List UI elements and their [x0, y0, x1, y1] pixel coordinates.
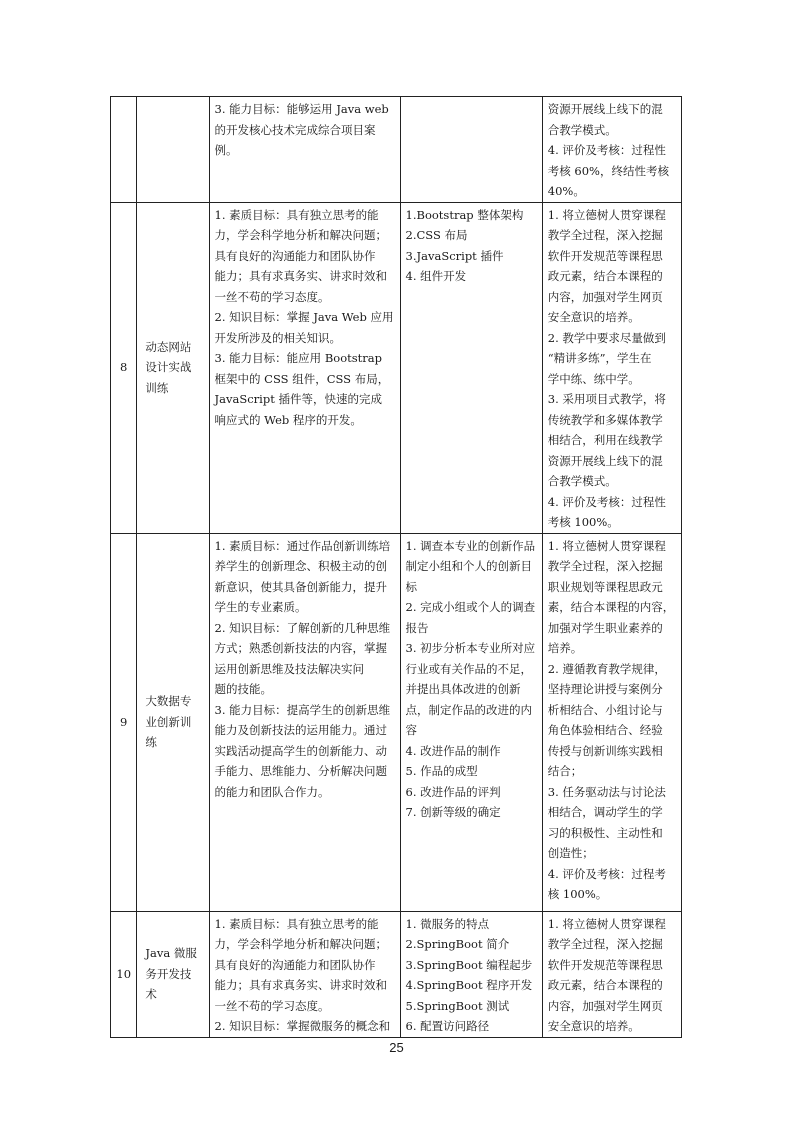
methods-cell	[542, 533, 681, 911]
method-line: 习的积极性、主动性和	[547, 825, 663, 840]
method-line: 结合；	[547, 764, 583, 778]
method-line: 合教学模式。	[547, 474, 617, 488]
method-line: 教学全过程，深入挖掘	[547, 228, 663, 242]
content-line: 容	[405, 723, 418, 737]
course-name-line: 术	[145, 987, 157, 1002]
goals-cell	[209, 202, 400, 533]
course-name-line: 大数据专	[145, 694, 192, 709]
content-line: 3.JavaScript 插件	[405, 248, 504, 263]
method-line: 析相结合、小组讨论与	[547, 702, 663, 717]
goal-line: JavaScript 插件等，快速的完成	[214, 392, 382, 406]
method-line: 资源开展线上线下的混	[547, 453, 663, 468]
content-line: 4.SpringBoot 程序开发	[405, 978, 533, 992]
course-name-cell	[137, 533, 209, 911]
row-number-cell: 10	[111, 911, 137, 1037]
contents-cell	[400, 533, 542, 911]
goal-line: 例。	[214, 143, 238, 157]
content-line: 6. 改进作品的评判	[405, 784, 501, 799]
goal-line: 框架中的 CSS 组件，CSS 布局，	[214, 371, 390, 386]
goal-line: 运用创新思维及技法解决实问	[214, 661, 365, 676]
course-name-line: 业创新训	[145, 714, 192, 729]
goal-line: 1. 素质目标：具有独立思考的能	[214, 916, 379, 931]
goal-line: 2. 知识目标：了解创新的几种思维	[214, 620, 391, 635]
method-line: 安全意识的培养。	[547, 310, 640, 324]
content-line: 6. 配置访问路径	[405, 1019, 490, 1033]
goal-line: 具有良好的沟通能力和团队协作	[214, 957, 376, 972]
table-row	[111, 202, 682, 533]
content-line: 报告	[405, 620, 429, 635]
contents-cell	[400, 202, 542, 533]
contents-cell	[400, 97, 542, 203]
method-line: 职业规划等课程思政元	[547, 579, 663, 594]
goal-line: 3. 能力目标：提高学生的创新思维	[214, 702, 391, 717]
method-line: “精讲多练”，学生在	[547, 351, 652, 365]
content-line: 制定小组和个人的创新目	[405, 559, 533, 573]
course-name-line: 动态网站	[145, 339, 192, 354]
content-line: 并提出具体改进的创新	[405, 682, 521, 696]
method-line: 软件开发规范等课程思	[547, 957, 663, 972]
content-line: 行业或有关作品的不足，	[405, 661, 533, 676]
course-name-cell	[137, 911, 209, 1037]
goal-line: 具有良好的沟通能力和团队协作	[214, 248, 376, 263]
method-line: 4. 评价及考核：过程考	[547, 866, 666, 881]
method-line: 相结合，调动学生的学	[547, 805, 663, 819]
method-line: 1. 将立德树人贯穿课程	[547, 207, 666, 222]
goal-line: 力，学会科学地分析和解决问题；	[214, 228, 388, 242]
method-line: 学中练、练中学。	[547, 371, 640, 386]
goal-line: 能力；具有求真务实、讲求时效和	[214, 978, 388, 992]
method-line: 安全意识的培养。	[547, 1019, 640, 1033]
method-line: 坚持理论讲授与案例分	[547, 682, 663, 696]
content-line: 5. 作品的成型	[405, 764, 478, 778]
methods-cell	[542, 911, 681, 1037]
method-line: 教学全过程，深入挖掘	[547, 559, 663, 573]
method-line: 软件开发规范等课程思	[547, 248, 663, 263]
goal-line: 响应式的 Web 程序的开发。	[214, 412, 362, 427]
table-row	[111, 533, 682, 911]
method-line: 角色体验相结合、经验	[547, 723, 663, 737]
goal-line: 1. 素质目标：通过作品创新训练培	[214, 538, 391, 553]
course-name-line: 练	[145, 735, 157, 750]
method-line: 素，结合本课程的内容，	[547, 600, 675, 614]
goal-line: 方式；熟悉创新技法的内容，掌握	[214, 641, 388, 655]
method-line: 内容，加强对学生网页	[547, 289, 663, 304]
course-name-line: 训练	[145, 380, 169, 395]
method-line: 内容，加强对学生网页	[547, 998, 663, 1013]
goal-line: 实践活动提高学生的创新能力、动	[214, 743, 388, 758]
method-line: 3. 采用项目式教学，将	[547, 392, 666, 406]
methods-cell	[542, 202, 681, 533]
goal-line: 一丝不苟的学习态度。	[214, 998, 330, 1013]
table-row	[111, 911, 682, 1037]
goal-line: 一丝不苟的学习态度。	[214, 289, 330, 304]
method-line: 相结合，利用在线教学	[547, 433, 663, 447]
curriculum-table	[110, 96, 682, 1038]
methods-cell	[542, 97, 681, 203]
method-line: 3. 任务驱动法与讨论法	[547, 784, 666, 799]
content-line: 5.SpringBoot 测试	[405, 998, 510, 1013]
content-line: 7. 创新等级的确定	[405, 805, 501, 819]
row-number-cell	[111, 97, 137, 203]
content-line: 2.SpringBoot 简介	[405, 937, 510, 951]
row-number-cell: 9	[111, 533, 137, 911]
goal-line: 的开发核心技术完成综合项目案	[214, 122, 376, 137]
method-line: 创造性；	[547, 846, 594, 860]
table-row	[111, 97, 682, 203]
goal-line: 能力；具有求真务实、讲求时效和	[214, 269, 388, 283]
row-number-cell: 8	[111, 202, 137, 533]
method-line: 加强对学生职业素养的	[547, 620, 663, 635]
content-line: 4. 改进作品的制作	[405, 743, 501, 758]
method-line: 4. 评价及考核：过程性	[547, 143, 666, 157]
content-line: 1.Bootstrap 整体架构	[405, 207, 524, 222]
method-line: 40%。	[547, 184, 585, 198]
goal-line: 3. 能力目标：能应用 Bootstrap	[214, 351, 382, 365]
method-line: 培养。	[547, 641, 583, 655]
goals-cell	[209, 533, 400, 911]
contents-cell	[400, 911, 542, 1037]
goals-cell	[209, 911, 400, 1037]
course-name-line: Java 微服	[145, 946, 197, 961]
content-line: 4. 组件开发	[405, 269, 467, 283]
method-line: 1. 将立德树人贯穿课程	[547, 916, 666, 931]
method-line: 传授与创新训练实践相	[547, 743, 663, 758]
goal-line: 题的技能。	[214, 682, 273, 696]
method-line: 传统教学和多媒体教学	[547, 412, 663, 427]
goal-line: 2. 知识目标：掌握微服务的概念和	[214, 1019, 391, 1033]
goals-cell	[209, 97, 400, 203]
goal-line: 学生的专业素质。	[214, 600, 307, 614]
page-number: 25	[389, 1040, 404, 1055]
method-line: 资源开展线上线下的混	[547, 102, 663, 116]
method-line: 政元素，结合本课程的	[547, 269, 663, 283]
method-line: 政元素，结合本课程的	[547, 978, 663, 992]
method-line: 考核 100%。	[547, 515, 619, 529]
course-name-cell	[137, 97, 209, 203]
content-line: 点，制定作品的改进的内	[405, 702, 533, 717]
goal-line: 力，学会科学地分析和解决问题；	[214, 937, 388, 951]
method-line: 核 100%。	[547, 887, 608, 901]
content-line: 标	[405, 579, 418, 594]
goal-line: 手能力、思维能力、分析解决问题	[214, 764, 388, 778]
course-name-cell	[137, 202, 209, 533]
content-line: 1. 微服务的特点	[405, 916, 490, 931]
course-name-line: 设计实战	[145, 360, 192, 375]
goal-line: 新意识，使其具备创新能力，提升	[214, 579, 388, 594]
goal-line: 的能力和团队合作力。	[214, 784, 330, 799]
goal-line: 1. 素质目标：具有独立思考的能	[214, 207, 379, 222]
goal-line: 能力及创新技法的运用能力。通过	[214, 723, 388, 737]
content-line: 2.CSS 布局	[405, 228, 468, 242]
goal-line: 2. 知识目标：掌握 Java Web 应用	[214, 310, 394, 324]
method-line: 教学全过程，深入挖掘	[547, 937, 663, 951]
method-line: 1. 将立德树人贯穿课程	[547, 538, 666, 553]
content-line: 2. 完成小组或个人的调查	[405, 600, 536, 614]
method-line: 合教学模式。	[547, 122, 617, 137]
content-line: 1. 调查本专业的创新作品	[405, 538, 536, 553]
content-line: 3.SpringBoot 编程起步	[405, 957, 533, 972]
method-line: 4. 评价及考核：过程性	[547, 494, 666, 509]
goal-line: 开发所涉及的相关知识。	[214, 330, 342, 345]
goal-line: 3. 能力目标：能够运用 Java web	[214, 102, 389, 116]
goal-line: 养学生的创新理念、积极主动的创	[214, 559, 388, 573]
course-name-line: 务开发技	[145, 966, 192, 981]
method-line: 考核 60%，终结性考核	[547, 163, 669, 178]
method-line: 2. 遵循教育教学规律，	[547, 661, 666, 676]
content-line: 3. 初步分析本专业所对应	[405, 641, 536, 655]
method-line: 2. 教学中要求尽量做到	[547, 330, 666, 345]
